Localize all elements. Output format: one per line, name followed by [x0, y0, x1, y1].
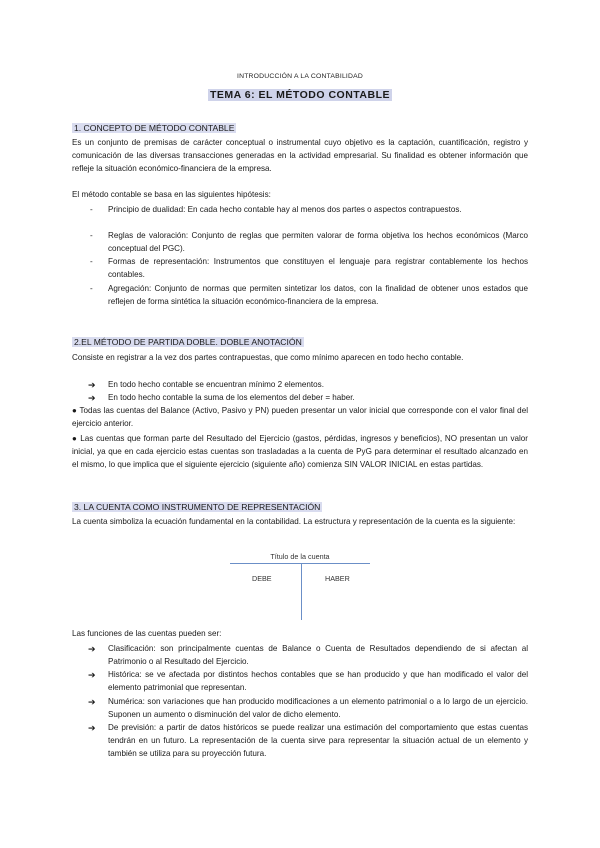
hypothesis-item: Agregación: Conjunto de normas que permiten sintetizar los datos, con la finalidad de obtener unos estados que reflejen de forma sintética la situación económico-financiera de la empresa.: [108, 284, 528, 306]
document-title: [0, 85, 600, 103]
arrow-icon: ➔: [88, 393, 96, 403]
function-item: Clasificación: son principalmente cuentas de Balance o Cuenta de Resultados dependiendo de si afectan al Patrimonio o al Resultado del Ejercicio.: [108, 644, 528, 666]
account-title: Título de la cuenta: [270, 552, 330, 561]
section-2-heading: [72, 337, 304, 347]
section-3-intro: La cuenta simboliza la ecuación fundamental en la contabilidad. La estructura y representación de la cuenta es la siguiente:: [72, 517, 516, 526]
document-subtitle: INTRODUCCIÓN A LA CONTABILIDAD: [237, 73, 363, 80]
functions-lead: Las funciones de las cuentas pueden ser:: [72, 629, 222, 638]
hypothesis-item: Reglas de valoración: Conjunto de reglas que permiten valorar de forma objetiva los hechos económicos (Marco conceptual del PGC).: [108, 231, 528, 253]
account-vertical-line: [301, 564, 302, 620]
section-2-intro: Consiste en registrar a la vez dos partes contrapuestas, que como mínimo aparecen en todo hecho contable.: [72, 353, 464, 362]
section-1-lead: El método contable se basa en las siguientes hipótesis:: [72, 190, 271, 199]
bullet-mark: -: [90, 257, 93, 266]
hypothesis-item: Principio de dualidad: En cada hecho contable hay al menos dos partes o aspectos contrapuestos.: [108, 205, 462, 214]
section-3-heading: [72, 502, 322, 512]
section-1-intro: Es un conjunto de premisas de carácter conceptual o instrumental cuyo objetivo es la captación, cuantificación, registro y comunicación de las diversas transacciones generadas en la actividad empresarial. Su finalidad es obtener información que refleje la situación económico-financiera de la empresa.: [72, 138, 528, 173]
bullet-mark: -: [90, 284, 93, 293]
account-debe-label: DEBE: [252, 574, 272, 583]
function-item: De previsión: a partir de datos históricos se puede realizar una estimación del comportamiento que estas cuentas tendrán en un futuro. La representación de la cuenta sirve para representar la situación actual de un elemento y también se utiliza para su proyección futura.: [108, 723, 528, 758]
arrow-item: En todo hecho contable la suma de los elementos del deber = haber.: [108, 393, 355, 402]
account-haber-label: HABER: [325, 574, 350, 583]
document-title-text: TEMA 6: EL MÉTODO CONTABLE: [209, 89, 391, 101]
section-1-heading-text: 1. CONCEPTO DE MÉTODO CONTABLE: [74, 123, 235, 133]
arrow-icon: ➔: [88, 697, 96, 707]
arrow-icon: ➔: [88, 380, 96, 390]
section-3-heading-text: 3. LA CUENTA COMO INSTRUMENTO DE REPRESENTACIÓN: [74, 502, 321, 512]
section-2-heading-text: 2.EL MÉTODO DE PARTIDA DOBLE. DOBLE ANOTACIÓN: [74, 337, 302, 347]
section-2-dot-1: ● Todas las cuentas del Balance (Activo, Pasivo y PN) pueden presentar un valor inicial que corresponde con el valor final del ejercicio anterior.: [72, 406, 528, 428]
section-1-heading: [72, 123, 236, 133]
arrow-icon: ➔: [88, 723, 96, 733]
function-item: Numérica: son variaciones que han producido modificaciones a un elemento patrimonial o a lo largo de un ejercicio. Suponen un aumento o disminución del valor de dicho elemento.: [108, 697, 528, 719]
bullet-mark: -: [90, 231, 93, 240]
arrow-item: En todo hecho contable se encuentran mínimo 2 elementos.: [108, 380, 324, 389]
hypothesis-item: Formas de representación: Instrumentos que constituyen el lenguaje para registrar contablemente los hechos contables.: [108, 257, 528, 279]
bullet-mark: -: [90, 205, 93, 214]
account-horizontal-line: [230, 563, 370, 564]
section-2-dot-2: ● Las cuentas que forman parte del Resultado del Ejercicio (gastos, pérdidas, ingresos y beneficios), NO presentan un valor inicial, ya que en cada ejercicio estas cuentas son trasladadas a la cuenta de PyG para determinar el resultado alcanzado en el mismo, lo que implica que el siguiente ejercicio (siguiente año) comienza SIN VALOR INICIAL en estas partidas.: [72, 434, 528, 469]
arrow-icon: ➔: [88, 644, 96, 654]
function-item: Histórica: se ve afectada por distintos hechos contables que se han producido y que han modificado el valor del elemento patrimonial que representan.: [108, 670, 528, 692]
arrow-icon: ➔: [88, 670, 96, 680]
